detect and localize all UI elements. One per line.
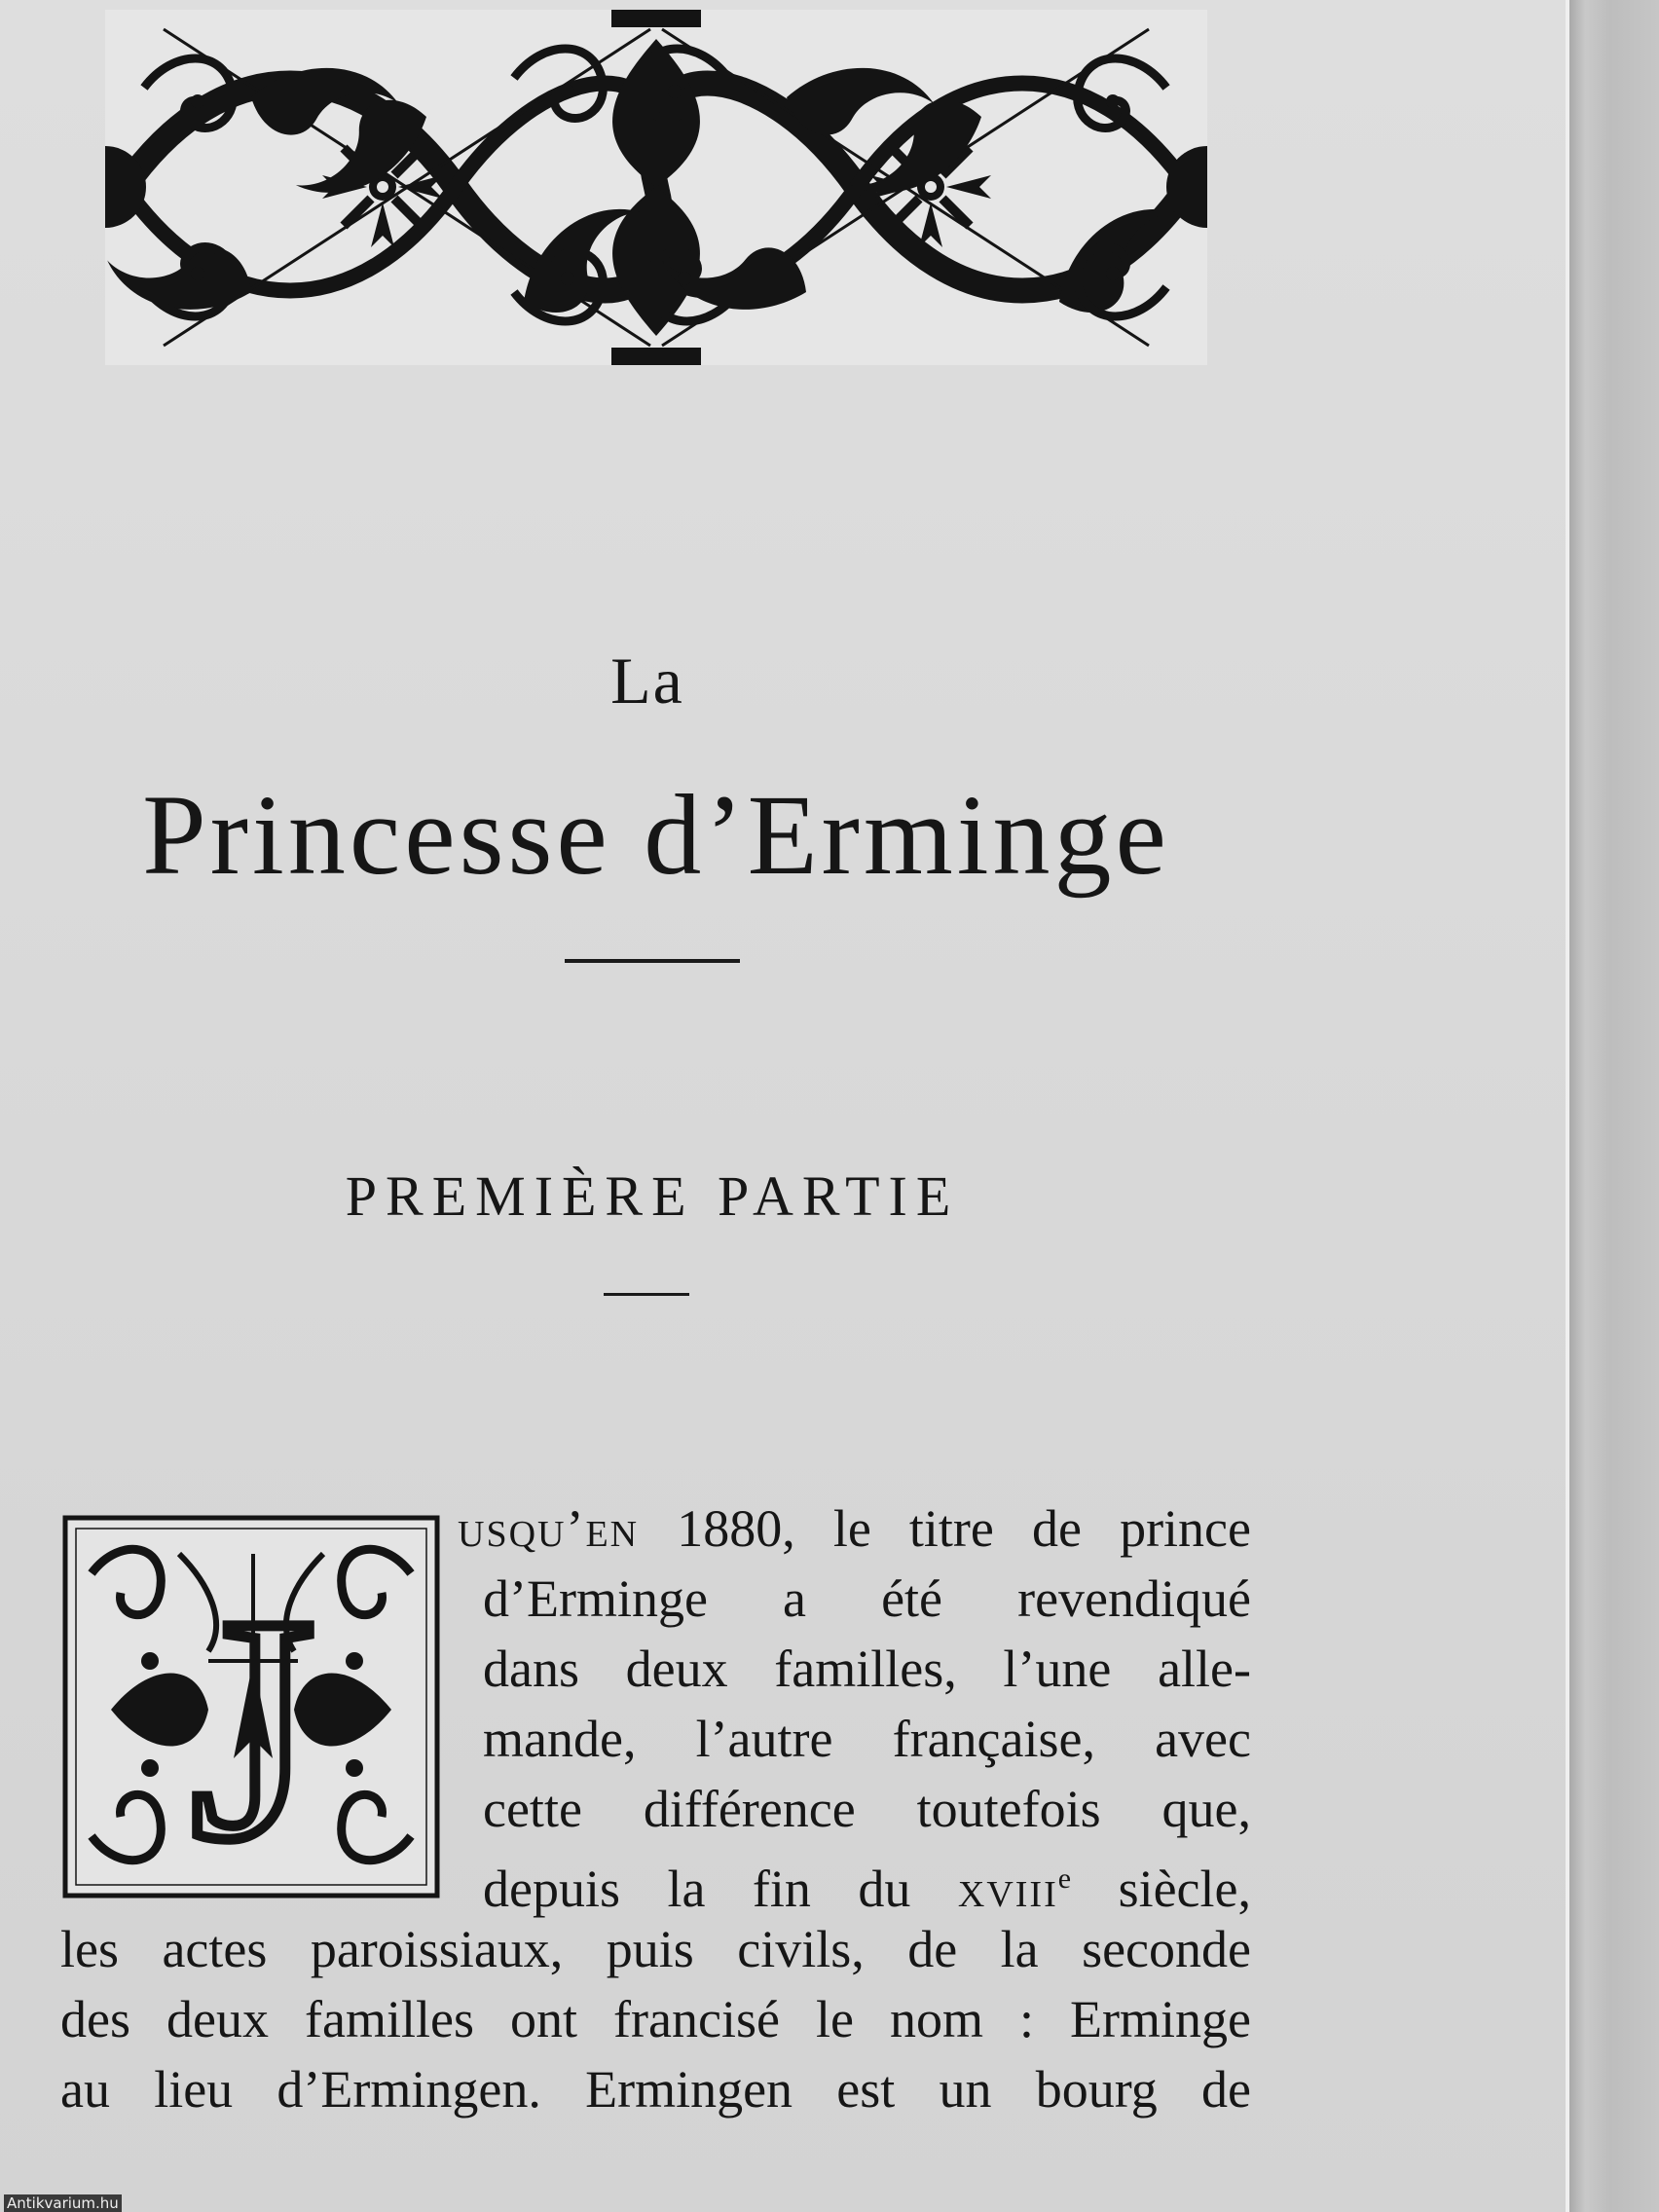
text-line: au lieu d’Ermingen. Ermingen est un bourg de [60,2060,1251,2119]
title-article: La [610,644,684,718]
part-title: PREMIÈRE PARTIE [345,1164,960,1228]
text-line: dans deux familles, l’une alle- [483,1640,1251,1698]
text-line: cette différence toutefois que, [483,1780,1251,1838]
drop-cap-letter: J [190,1551,316,1899]
book-title: Princesse d’Erminge [142,771,1170,899]
text-line: mande, l’autre française, avec [483,1710,1251,1768]
watermark: Antikvarium.hu [4,2194,122,2212]
text-line: d’Erminge a été revendiqué [483,1569,1251,1628]
text-line: usqu’en 1880, le titre de prince [458,1499,1251,1558]
opening-small-caps: usqu’en [458,1499,640,1558]
text-line: les actes paroissiaux, puis civils, de la seconde [60,1920,1251,1978]
drop-cap-initial [62,1515,440,1899]
page-edge-shadow [1569,0,1659,2212]
title-rule [565,959,740,963]
text-line: depuis la fin du xviii$^e$ siècle, [483,1860,1251,1918]
part-rule [604,1293,689,1296]
text-line: des deux familles ont francisé le nom : Erminge [60,1990,1251,2048]
ornamental-headpiece [105,10,1207,365]
